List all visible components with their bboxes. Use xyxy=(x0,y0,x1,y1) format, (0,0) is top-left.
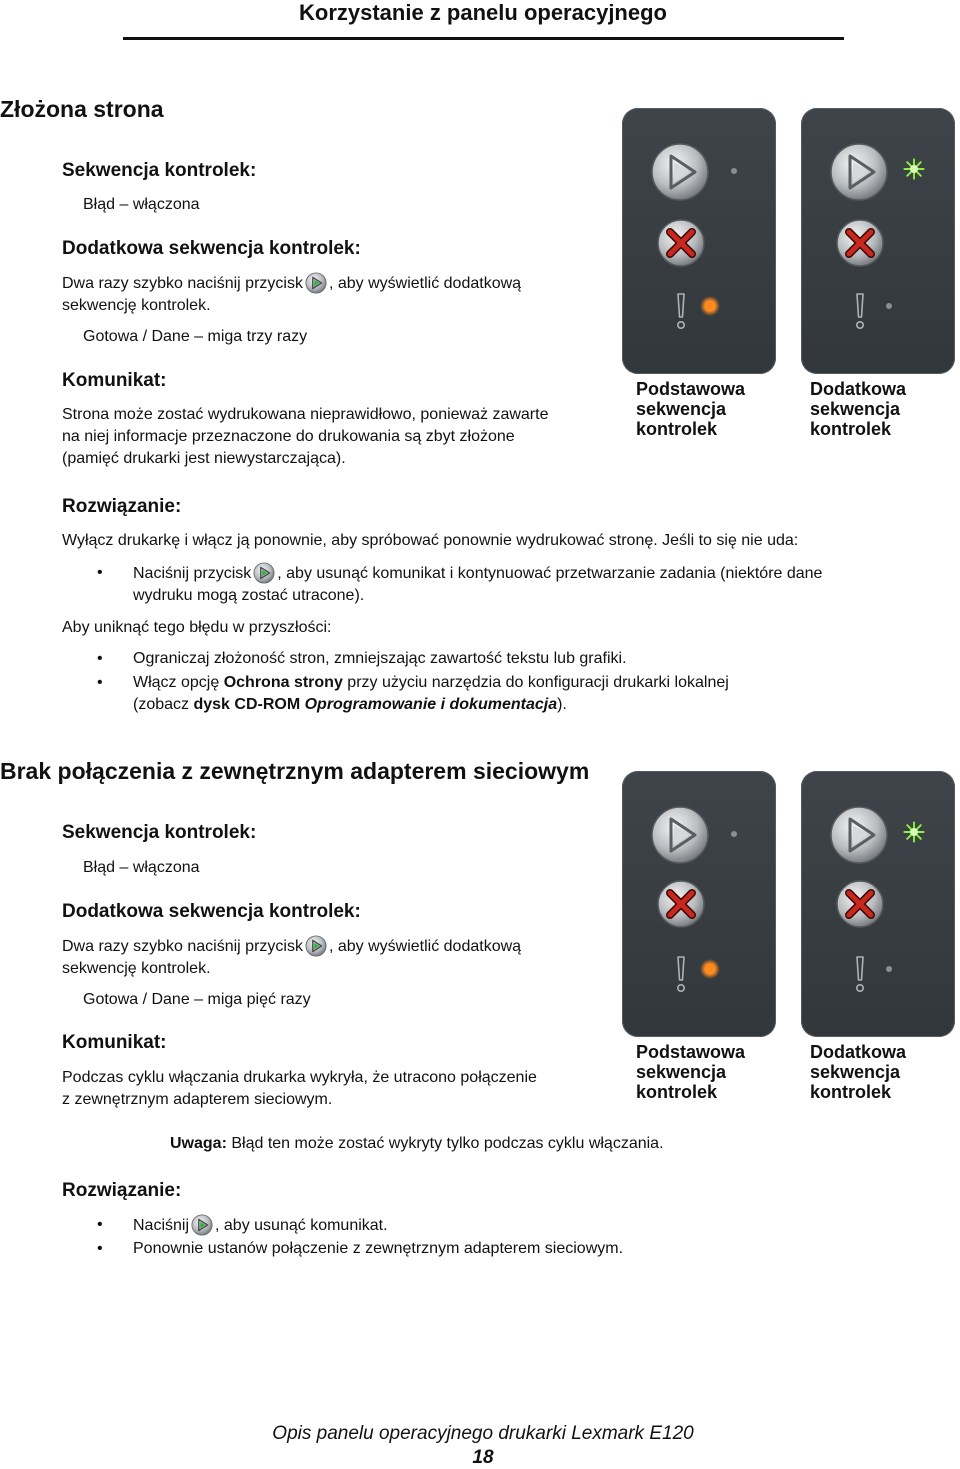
section1-sol-bullet-1: • Naciśnij przycisk , aby usunąć komunikat i kontynuować przetwarzanie zadania (niektóre dane wydruku mogą zostać utracone). xyxy=(133,562,933,607)
section1-sol-intro: Wyłącz drukarkę i włącz ją ponownie, aby spróbować ponownie wydrukować stronę. Jeśli to się nie uda: xyxy=(62,532,799,549)
cancel-icon xyxy=(837,220,883,266)
caption-extra-2: Dodatkowa sekwencja kontrolek xyxy=(810,1042,907,1102)
header-rule xyxy=(123,37,844,40)
section2-sol-heading: Rozwiązanie: xyxy=(62,1180,182,1201)
section2-msg-text: Podczas cyklu włączania drukarka wykryła, że utracono połączenie z zewnętrznym adapterem sieciowym. xyxy=(62,1069,537,1108)
continue-button-icon xyxy=(305,272,327,294)
section1-avoid-bullet-2: • Włącz opcję Ochrona strony przy użyciu narzędzia do konfiguracji drukarki lokalnej (zobacz dysk CD-ROM Oprogramowanie i dokumentacja). xyxy=(133,672,933,716)
continue-icon xyxy=(652,144,708,200)
section1-extra-value: Gotowa / Dane – miga trzy razy xyxy=(83,328,308,345)
footer-page-number: 18 xyxy=(472,1447,494,1468)
exclamation-icon xyxy=(857,294,863,328)
caption-primary-1: Podstawowa sekwencja kontrolek xyxy=(636,379,746,439)
cancel-icon xyxy=(837,881,883,927)
exclamation-icon xyxy=(678,294,684,328)
error-led-on xyxy=(706,965,715,974)
section1-msg-text: Strona może zostać wydrukowana nieprawidłowo, ponieważ zawarte na niej informacje przeznaczone do drukowania są zbyt złożone (pamięć drukarki jest niewystarczająca). xyxy=(62,406,549,467)
section1-extra-text: Dwa razy szybko naciśnij przycisk , aby wyświetlić dodatkową sekwencję kontrolek. xyxy=(62,272,622,317)
section1-seq-heading: Sekwencja kontrolek: xyxy=(62,160,257,181)
section1-title: Złożona strona xyxy=(0,96,164,122)
section1-avoid-bullet-1: • Ograniczaj złożoność stron, zmniejszając zawartość tekstu lub grafiki. xyxy=(133,648,933,670)
section2-title: Brak połączenia z zewnętrznym adapterem sieciowym xyxy=(0,758,590,784)
section1-sol-heading: Rozwiązanie: xyxy=(62,496,182,517)
error-led-off xyxy=(886,966,892,972)
section1-avoid-intro: Aby uniknąć tego błędu w przyszłości: xyxy=(62,619,332,636)
panel-extra-1 xyxy=(801,108,955,374)
section2-note: Uwaga: Błąd ten może zostać wykryty tylko podczas cyklu włączania. xyxy=(170,1135,664,1152)
panel-primary-2 xyxy=(622,771,776,1037)
section2-seq-heading: Sekwencja kontrolek: xyxy=(62,822,257,843)
caption-primary-2: Podstawowa sekwencja kontrolek xyxy=(636,1042,746,1102)
caption-extra-1: Dodatkowa sekwencja kontrolek xyxy=(810,379,907,439)
error-led-off xyxy=(886,303,892,309)
section1-seq-value: Błąd – włączona xyxy=(83,196,200,213)
continue-icon xyxy=(831,144,887,200)
section2-sol-bullet-1: • Naciśnij , aby usunąć komunikat. xyxy=(133,1214,933,1237)
ready-led-blinking xyxy=(904,159,923,178)
continue-icon xyxy=(652,807,708,863)
page-header-title: Korzystanie z panelu operacyjnego xyxy=(299,0,667,25)
continue-button-icon xyxy=(191,1214,213,1236)
cancel-icon xyxy=(658,220,704,266)
continue-button-icon xyxy=(305,935,327,957)
section1-msg-heading: Komunikat: xyxy=(62,370,167,391)
footer-doc-title: Opis panelu operacyjnego drukarki Lexmark E120 xyxy=(272,1423,694,1444)
continue-icon xyxy=(831,807,887,863)
error-led-on xyxy=(706,302,715,311)
section2-sol-bullet-2: • Ponownie ustanów połączenie z zewnętrznym adapterem sieciowym. xyxy=(133,1238,933,1260)
panel-primary-1 xyxy=(622,108,776,374)
ready-led-blinking xyxy=(904,822,923,841)
exclamation-icon xyxy=(678,957,684,991)
section2-extra-value: Gotowa / Dane – miga pięć razy xyxy=(83,991,311,1008)
ready-led-off xyxy=(731,168,737,174)
section2-extra-text: Dwa razy szybko naciśnij przycisk , aby wyświetlić dodatkową sekwencję kontrolek. xyxy=(62,935,622,980)
ready-led-off xyxy=(731,831,737,837)
section1-extra-heading: Dodatkowa sekwencja kontrolek: xyxy=(62,238,361,259)
exclamation-icon xyxy=(857,957,863,991)
section2-extra-heading: Dodatkowa sekwencja kontrolek: xyxy=(62,901,361,922)
section2-msg-heading: Komunikat: xyxy=(62,1032,167,1053)
section2-seq-value: Błąd – włączona xyxy=(83,859,200,876)
continue-button-icon xyxy=(253,562,275,584)
panel-extra-2 xyxy=(801,771,955,1037)
cancel-icon xyxy=(658,881,704,927)
